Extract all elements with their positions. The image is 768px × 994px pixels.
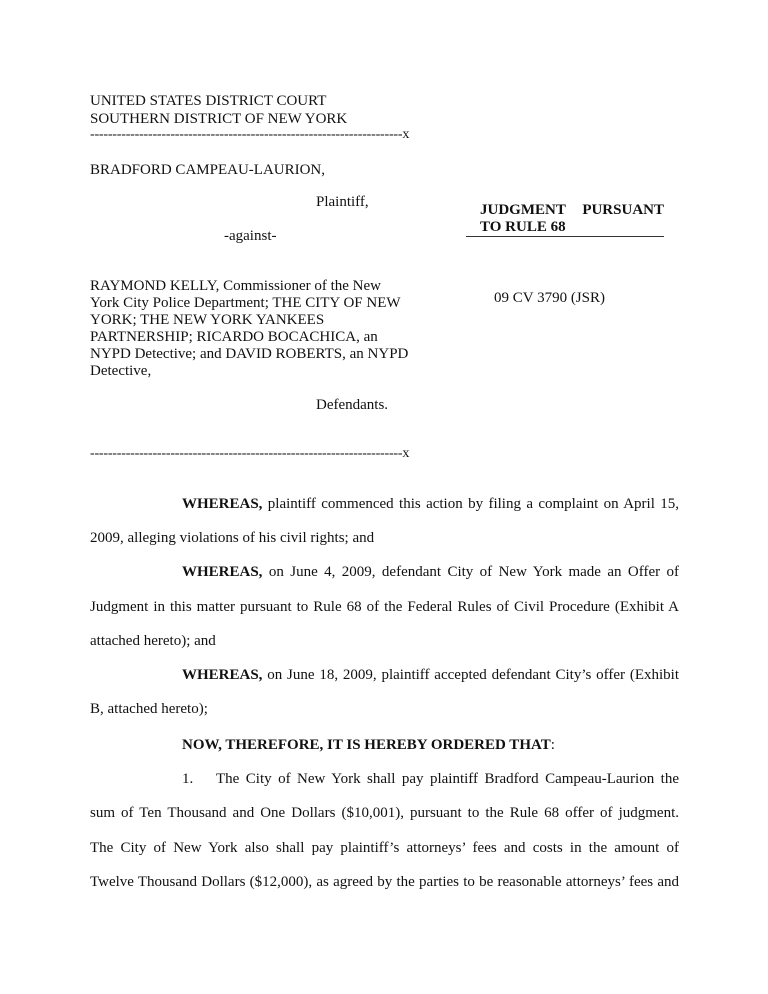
title-subline: TO RULE 68 — [480, 219, 566, 235]
caption-divider-bottom: ----------------------------------------------------------------------x — [90, 446, 410, 461]
paragraph-text: plaintiff commenced this action by filing a complaint on April 15, — [262, 496, 679, 512]
order-heading-colon: : — [550, 737, 555, 753]
plaintiff-name: BRADFORD CAMPEAU-LAURION, — [90, 162, 326, 178]
paragraph-line: sum of Ten Thousand and One Dollars ($10,001), pursuant to the Rule 68 offer of judgment. — [90, 805, 679, 821]
defendants-line: Detective, — [90, 363, 152, 379]
paragraph-line — [90, 495, 679, 513]
defendants-line: NYPD Detective; and DAVID ROBERTS, an NYPD — [90, 346, 409, 362]
defendants-role: Defendants. — [316, 397, 389, 413]
title-word: PURSUANT — [582, 202, 664, 218]
against-label: -against- — [224, 228, 277, 244]
order-heading — [182, 736, 555, 754]
paragraph-line: The City of New York also shall pay plaintiff’s attorneys’ fees and costs in the amount of — [90, 840, 679, 856]
caption-divider-top: ----------------------------------------------------------------------x — [90, 127, 410, 142]
defendants-line: RAYMOND KELLY, Commissioner of the New — [90, 278, 381, 294]
court-name: UNITED STATES DISTRICT COURT — [90, 93, 327, 109]
plaintiff-role: Plaintiff, — [316, 194, 369, 210]
whereas-label: WHEREAS, — [182, 564, 263, 580]
whereas-label: WHEREAS, — [182, 496, 263, 512]
defendants-line: YORK; THE NEW YORK YANKEES — [90, 312, 325, 328]
paragraph-line — [90, 666, 679, 684]
paragraph-line: B, attached hereto); — [90, 701, 208, 717]
paragraph-line: 2009, alleging violations of his civil rights; and — [90, 530, 375, 546]
paragraph-text: on June 18, 2009, plaintiff accepted defendant City’s offer (Exhibit — [262, 667, 679, 683]
paragraph-line: Judgment in this matter pursuant to Rule 68 of the Federal Rules of Civil Procedure (Exhibit A — [90, 599, 679, 615]
defendants-line: York City Police Department; THE CITY OF NEW — [90, 295, 401, 311]
judgment-title — [466, 200, 664, 237]
court-district: SOUTHERN DISTRICT OF NEW YORK — [90, 111, 348, 127]
case-number: 09 CV 3790 (JSR) — [494, 290, 605, 306]
paragraph-line: The City of New York shall pay plaintiff Bradford Campeau-Laurion the — [216, 771, 679, 787]
paragraph-line: Twelve Thousand Dollars ($12,000), as agreed by the parties to be reasonable attorneys’ fees and — [90, 874, 679, 890]
defendants-line: PARTNERSHIP; RICARDO BOCACHICA, an — [90, 329, 378, 345]
paragraph-line: attached hereto); and — [90, 633, 216, 649]
item-number: 1. — [182, 771, 194, 787]
title-word: JUDGMENT — [480, 202, 566, 218]
order-heading-text: NOW, THEREFORE, IT IS HEREBY ORDERED THAT — [182, 737, 551, 753]
paragraph-text: on June 4, 2009, defendant City of New York made an Offer of — [262, 564, 679, 580]
paragraph-line — [90, 563, 679, 581]
whereas-label: WHEREAS, — [182, 667, 263, 683]
